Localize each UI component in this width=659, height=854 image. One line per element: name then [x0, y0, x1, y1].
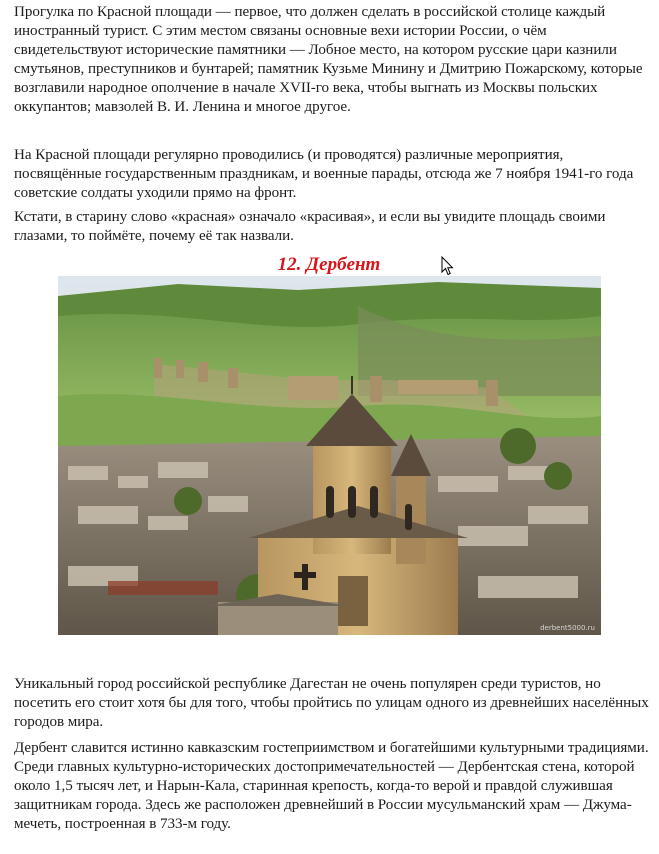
mouse-pointer-icon — [441, 256, 455, 276]
photo-watermark: derbent5000.ru — [540, 624, 595, 632]
paragraph-derbent-intro: Уникальный город российской республике Дагестан не очень популярен среди туристов, но посетить его стоит хотя бы для того, чтобы пройтись по улицам одного из древнейших населённых городов мира. — [14, 676, 649, 730]
derbent-photo — [58, 276, 601, 635]
paragraph-red-square-walk: Прогулка по Красной площади — первое, что должен сделать в российской столице каждый иностранный турист. С этим местом связаны основные вехи истории России, о чём свидетельствуют исторические памятники — Лобное место, на котором русские цари казнили смутьянов, преступников и бунтарей; памятник Кузьме Минину и Дмитрию Пожарскому, которые возглавили народное ополчение в начале XVII-го века, чтобы выгнать из Москвы польских оккупантов; мавзолей В. И. Ленина и многое другое. — [14, 4, 643, 115]
paragraph-derbent-culture: Дербент славится истинно кавказским гостеприимством и богатейшими культурными традициями. Среди главных культурно-исторических достопримечательностей — Дербентская стена, которой около 1,5 тысяч лет, и Нарын-Кала, старинная крепость, когда-то верой и правдой служившая защитникам города. Здесь же расположен древнейший в России мусульманский храм — Джума-мечеть, построенная в 733-м году. — [14, 740, 649, 832]
paragraph-red-square-name: Кстати, в старину слово «красная» означало «красивая», и если вы увидите площадь своими глазами, то поймёте, почему её так назвали. — [14, 209, 606, 244]
paragraph-red-square-events: На Красной площади регулярно проводились (и проводятся) различные мероприятия, посвящённые государственным праздникам, и военные парады, отсюда же 7 ноября 1941-го года советские солдаты уходили прямо на фронт. — [14, 147, 634, 201]
section-heading-derbent: 12. Дербент — [277, 254, 381, 275]
